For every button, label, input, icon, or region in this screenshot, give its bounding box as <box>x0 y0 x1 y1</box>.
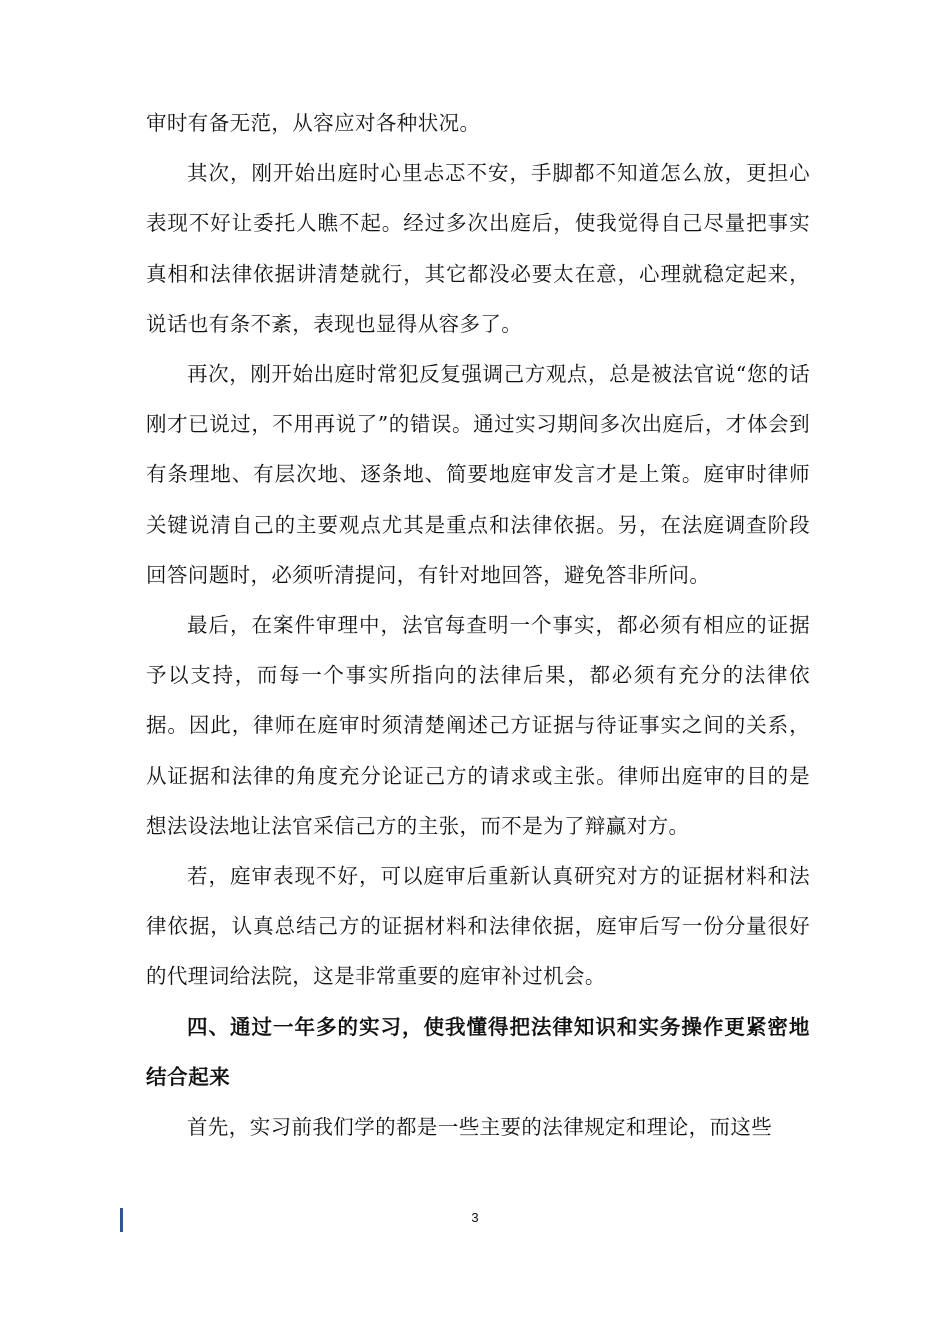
paragraph-continuation: 审时有备无范，从容应对各种状况。 <box>146 111 481 135</box>
page-number: 3 <box>471 1210 479 1225</box>
paragraph-secondly: 其次，刚开始出庭时心里忐忑不安，手脚都不知道怎么放，更担心表现不好让委托人瞧不起。经过多次出庭后，使我觉得自己尽量把事实真相和法律依据讲清楚就行，其它都没必要太在意，心理就稳定起来，说话也有条不紊，表现也显得从容多了。 <box>146 161 810 336</box>
section-heading-four: 四、通过一年多的实习，使我懂得把法律知识和实务操作更紧密地结合起来 <box>146 1014 810 1089</box>
paragraph-finally: 最后，在案件审理中，法官每查明一个事实，都必须有相应的证据予以支持，而每一个事实所指向的法律后果，都必须有充分的法律依据。因此，律师在庭审时须清楚阐述己方证据与待证事实之间的关系，从证据和法律的角度充分论证己方的请求或主张。律师出庭审的目的是想法设法地让法官采信己方的主张，而不是为了辩赢对方。 <box>146 613 810 838</box>
document-body <box>146 98 810 1152</box>
paragraph-if-poor-performance: 若，庭审表现不好，可以庭审后重新认真研究对方的证据材料和法律依据，认真总结己方的证据材料和法律依据，庭审后写一份分量很好的代理词给法院，这是非常重要的庭审补过机会。 <box>146 864 810 989</box>
footer-accent-bar <box>120 1208 123 1232</box>
paragraph-thirdly: 再次，刚开始出庭时常犯反复强调己方观点，总是被法官说“您的话刚才已说过，不用再说了”的错误。通过实习期间多次出庭后，才体会到有条理地、有层次地、逐条地、简要地庭审发言才是上策。庭审时律师关键说清自己的主要观点尤其是重点和法律依据。另，在法庭调查阶段回答问题时，必须听清提问，有针对地回答，避免答非所问。 <box>146 362 810 587</box>
paragraph-first-of-section: 首先，实习前我们学的都是一些主要的法律规定和理论，而这些 <box>187 1115 773 1140</box>
